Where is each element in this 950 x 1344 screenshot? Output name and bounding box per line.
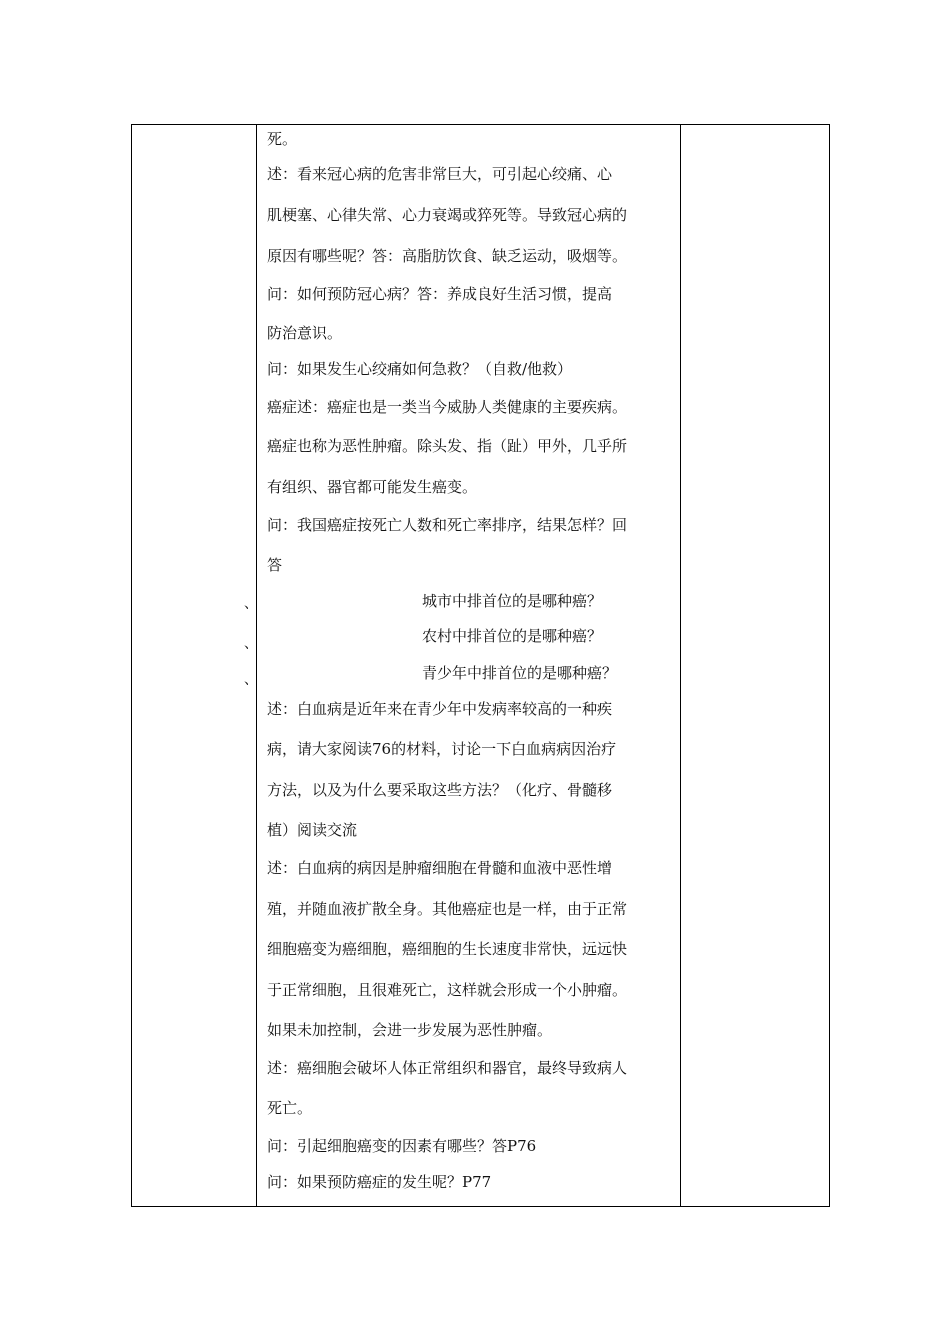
text-line: 防治意识。 [267, 324, 343, 342]
text-line: 答 [267, 556, 283, 574]
right-column-cell [681, 125, 829, 1206]
question-line: 农村中排首位的是哪种癌？ [422, 627, 603, 645]
lesson-table [131, 124, 830, 1207]
content-cell [257, 125, 680, 1206]
text-line: 肌梗塞、心律失常、心力衰竭或猝死等。导致冠心病的 [267, 206, 628, 224]
left-mark: 、 [244, 636, 258, 652]
text-line: 问：如果发生心绞痛如何急救？（自救/他救） [267, 360, 573, 378]
left-column-cell [132, 125, 256, 1206]
text-line: 死亡。 [267, 1099, 313, 1117]
text-line: 癌症述：癌症也是一类当今威胁人类健康的主要疾病。 [267, 398, 628, 416]
text-line: 问：我国癌症按死亡人数和死亡率排序，结果怎样？回 [267, 516, 628, 534]
text-line: 述：癌细胞会破坏人体正常组织和器官，最终导致病人 [267, 1059, 628, 1077]
text-line: 癌症也称为恶性肿瘤。除头发、指（趾）甲外，几乎所 [267, 437, 628, 455]
text-line: 死。 [267, 130, 298, 148]
text-line: 如果未加控制，会进一步发展为恶性肿瘤。 [267, 1021, 553, 1039]
text-line: 问：如果预防癌症的发生呢？P77 [267, 1173, 492, 1191]
text-line: 原因有哪些呢？答：高脂肪饮食、缺乏运动，吸烟等。 [267, 247, 628, 265]
text-line: 有组织、器官都可能发生癌变。 [267, 478, 478, 496]
text-line: 细胞癌变为癌细胞，癌细胞的生长速度非常快，远远快 [267, 940, 628, 958]
text-line: 病，请大家阅读76的材料，讨论一下白血病病因治疗 [267, 740, 617, 758]
text-line: 问：引起细胞癌变的因素有哪些？答P76 [267, 1137, 537, 1155]
question-line: 青少年中排首位的是哪种癌？ [422, 664, 618, 682]
left-mark: 、 [244, 596, 258, 612]
question-line: 城市中排首位的是哪种癌？ [422, 592, 603, 610]
text-line: 殖，并随血液扩散全身。其他癌症也是一样，由于正常 [267, 900, 628, 918]
text-line: 问：如何预防冠心病？答：养成良好生活习惯，提高 [267, 285, 613, 303]
text-line: 于正常细胞，且很难死亡，这样就会形成一个小肿瘤。 [267, 981, 628, 999]
left-mark: 、 [244, 672, 258, 688]
text-line: 述：看来冠心病的危害非常巨大，可引起心绞痛、心 [267, 165, 613, 183]
text-line: 方法，以及为什么要采取这些方法？（化疗、骨髓移 [267, 781, 613, 799]
text-line: 述：白血病的病因是肿瘤细胞在骨髓和血液中恶性增 [267, 859, 613, 877]
text-line: 述：白血病是近年来在青少年中发病率较高的一种疾 [267, 700, 613, 718]
text-line: 植）阅读交流 [267, 821, 358, 839]
